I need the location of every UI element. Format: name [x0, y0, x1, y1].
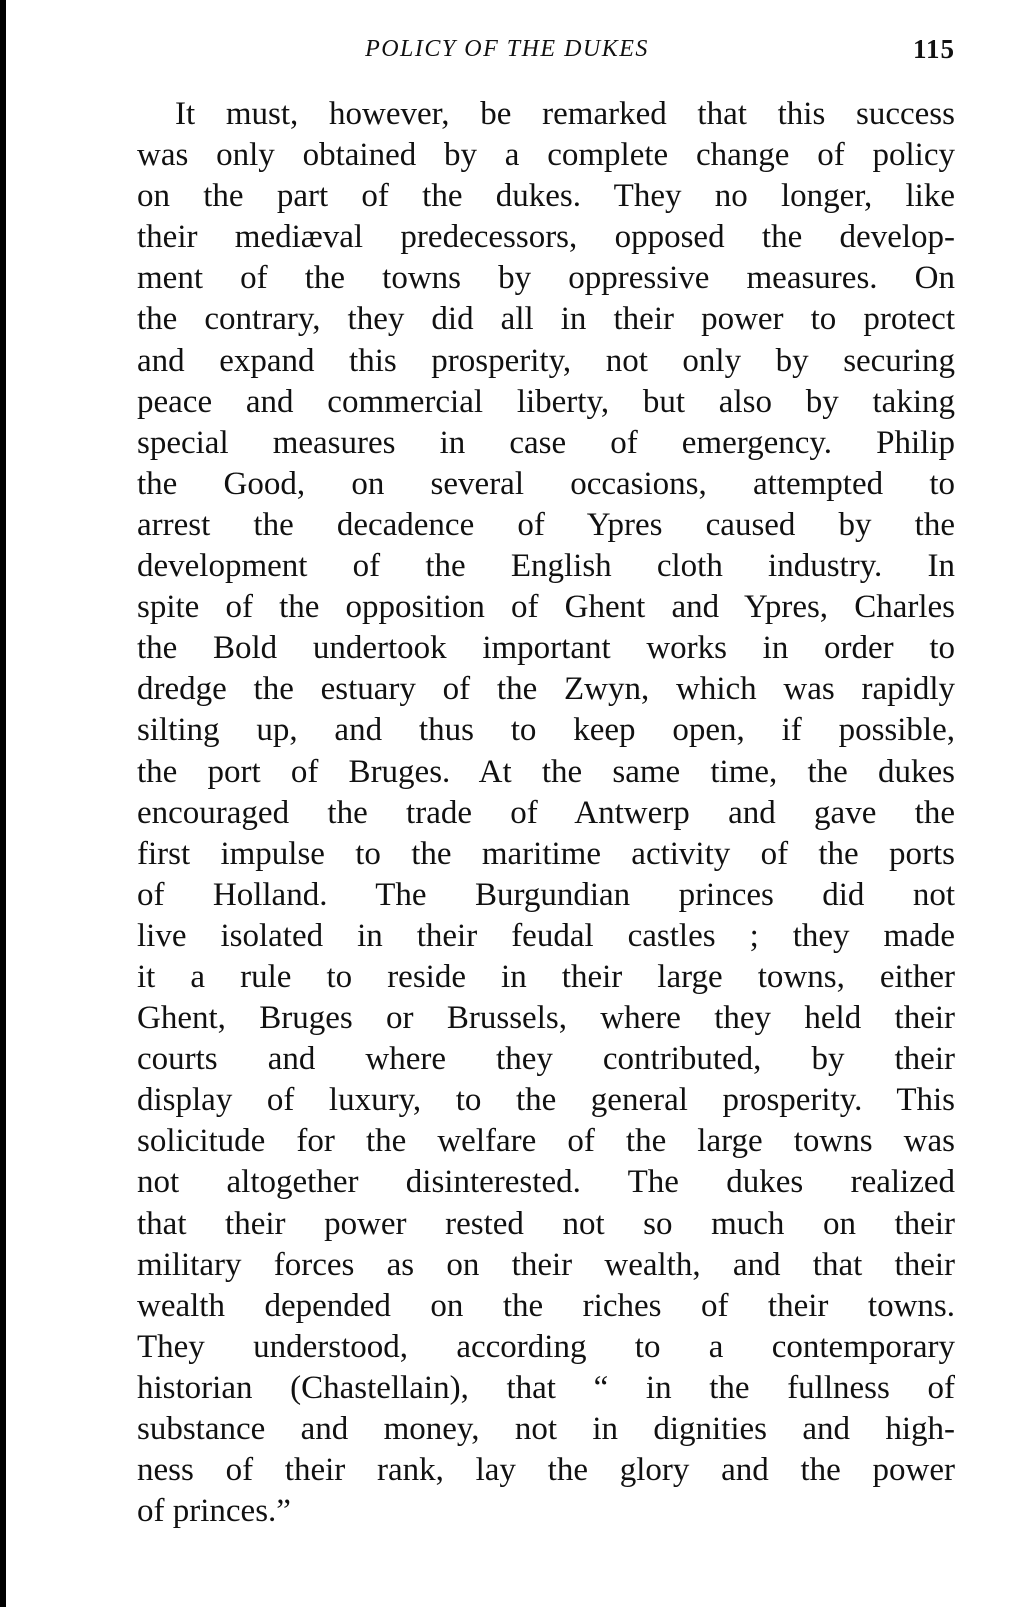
- book-page: [137, 32, 955, 1532]
- text-line: live isolated in their feudal castles ; they made: [137, 917, 955, 954]
- text-line: display of luxury, to the general prosperity. This: [137, 1082, 955, 1119]
- text-line: silting up, and thus to keep open, if possible,: [137, 712, 955, 749]
- text-line: of princes.”: [137, 1493, 291, 1530]
- body-paragraph: [137, 94, 955, 1532]
- text-line: Ghent, Bruges or Brussels, where they held their: [137, 1000, 955, 1037]
- text-line: peace and commercial liberty, but also by taking: [137, 383, 955, 420]
- text-line: historian (Chastellain), that “ in the fullness of: [137, 1369, 955, 1406]
- text-line: the Bold undertook important works in order to: [137, 630, 955, 667]
- page-number: 115: [912, 34, 955, 64]
- page-gutter-line: [0, 0, 6, 1607]
- text-line: ment of the towns by oppressive measures. On: [137, 260, 955, 297]
- text-line: that their power rested not so much on their: [137, 1205, 955, 1242]
- text-line: was only obtained by a complete change of policy: [137, 137, 955, 174]
- text-line: solicitude for the welfare of the large towns was: [137, 1123, 955, 1160]
- text-line: special measures in case of emergency. Philip: [137, 424, 955, 461]
- text-line: military forces as on their wealth, and that their: [137, 1246, 955, 1283]
- text-line: it a rule to reside in their large towns, either: [137, 958, 955, 995]
- text-line: They understood, according to a contemporary: [137, 1328, 955, 1365]
- text-line: It must, however, be remarked that this success: [175, 96, 955, 132]
- text-line: first impulse to the maritime activity of the ports: [137, 835, 955, 872]
- text-line: on the part of the dukes. They no longer, like: [137, 178, 955, 215]
- text-line: courts and where they contributed, by their: [137, 1041, 955, 1078]
- text-line: their mediæval predecessors, opposed the develop-: [137, 219, 955, 256]
- text-line: spite of the opposition of Ghent and Ypres, Charles: [137, 589, 955, 626]
- text-line: not altogether disinterested. The dukes realized: [137, 1164, 955, 1201]
- text-line: the contrary, they did all in their power to protect: [137, 301, 955, 338]
- running-title: POLICY OF THE DUKES: [365, 36, 649, 62]
- text-line: the Good, on several occasions, attempted to: [137, 465, 955, 502]
- text-line: wealth depended on the riches of their towns.: [137, 1287, 955, 1324]
- text-line: development of the English cloth industry. In: [137, 548, 955, 585]
- text-line: of Holland. The Burgundian princes did not: [137, 876, 955, 913]
- text-line: encouraged the trade of Antwerp and gave the: [137, 794, 955, 831]
- text-line: dredge the estuary of the Zwyn, which was rapidly: [137, 671, 955, 708]
- text-line: and expand this prosperity, not only by securing: [137, 342, 955, 379]
- text-line: substance and money, not in dignities and high-: [137, 1411, 955, 1447]
- text-line: the port of Bruges. At the same time, the dukes: [137, 753, 955, 790]
- text-line: ness of their rank, lay the glory and the power: [137, 1452, 955, 1489]
- text-line: arrest the decadence of Ypres caused by the: [137, 506, 955, 543]
- running-header: [137, 32, 955, 72]
